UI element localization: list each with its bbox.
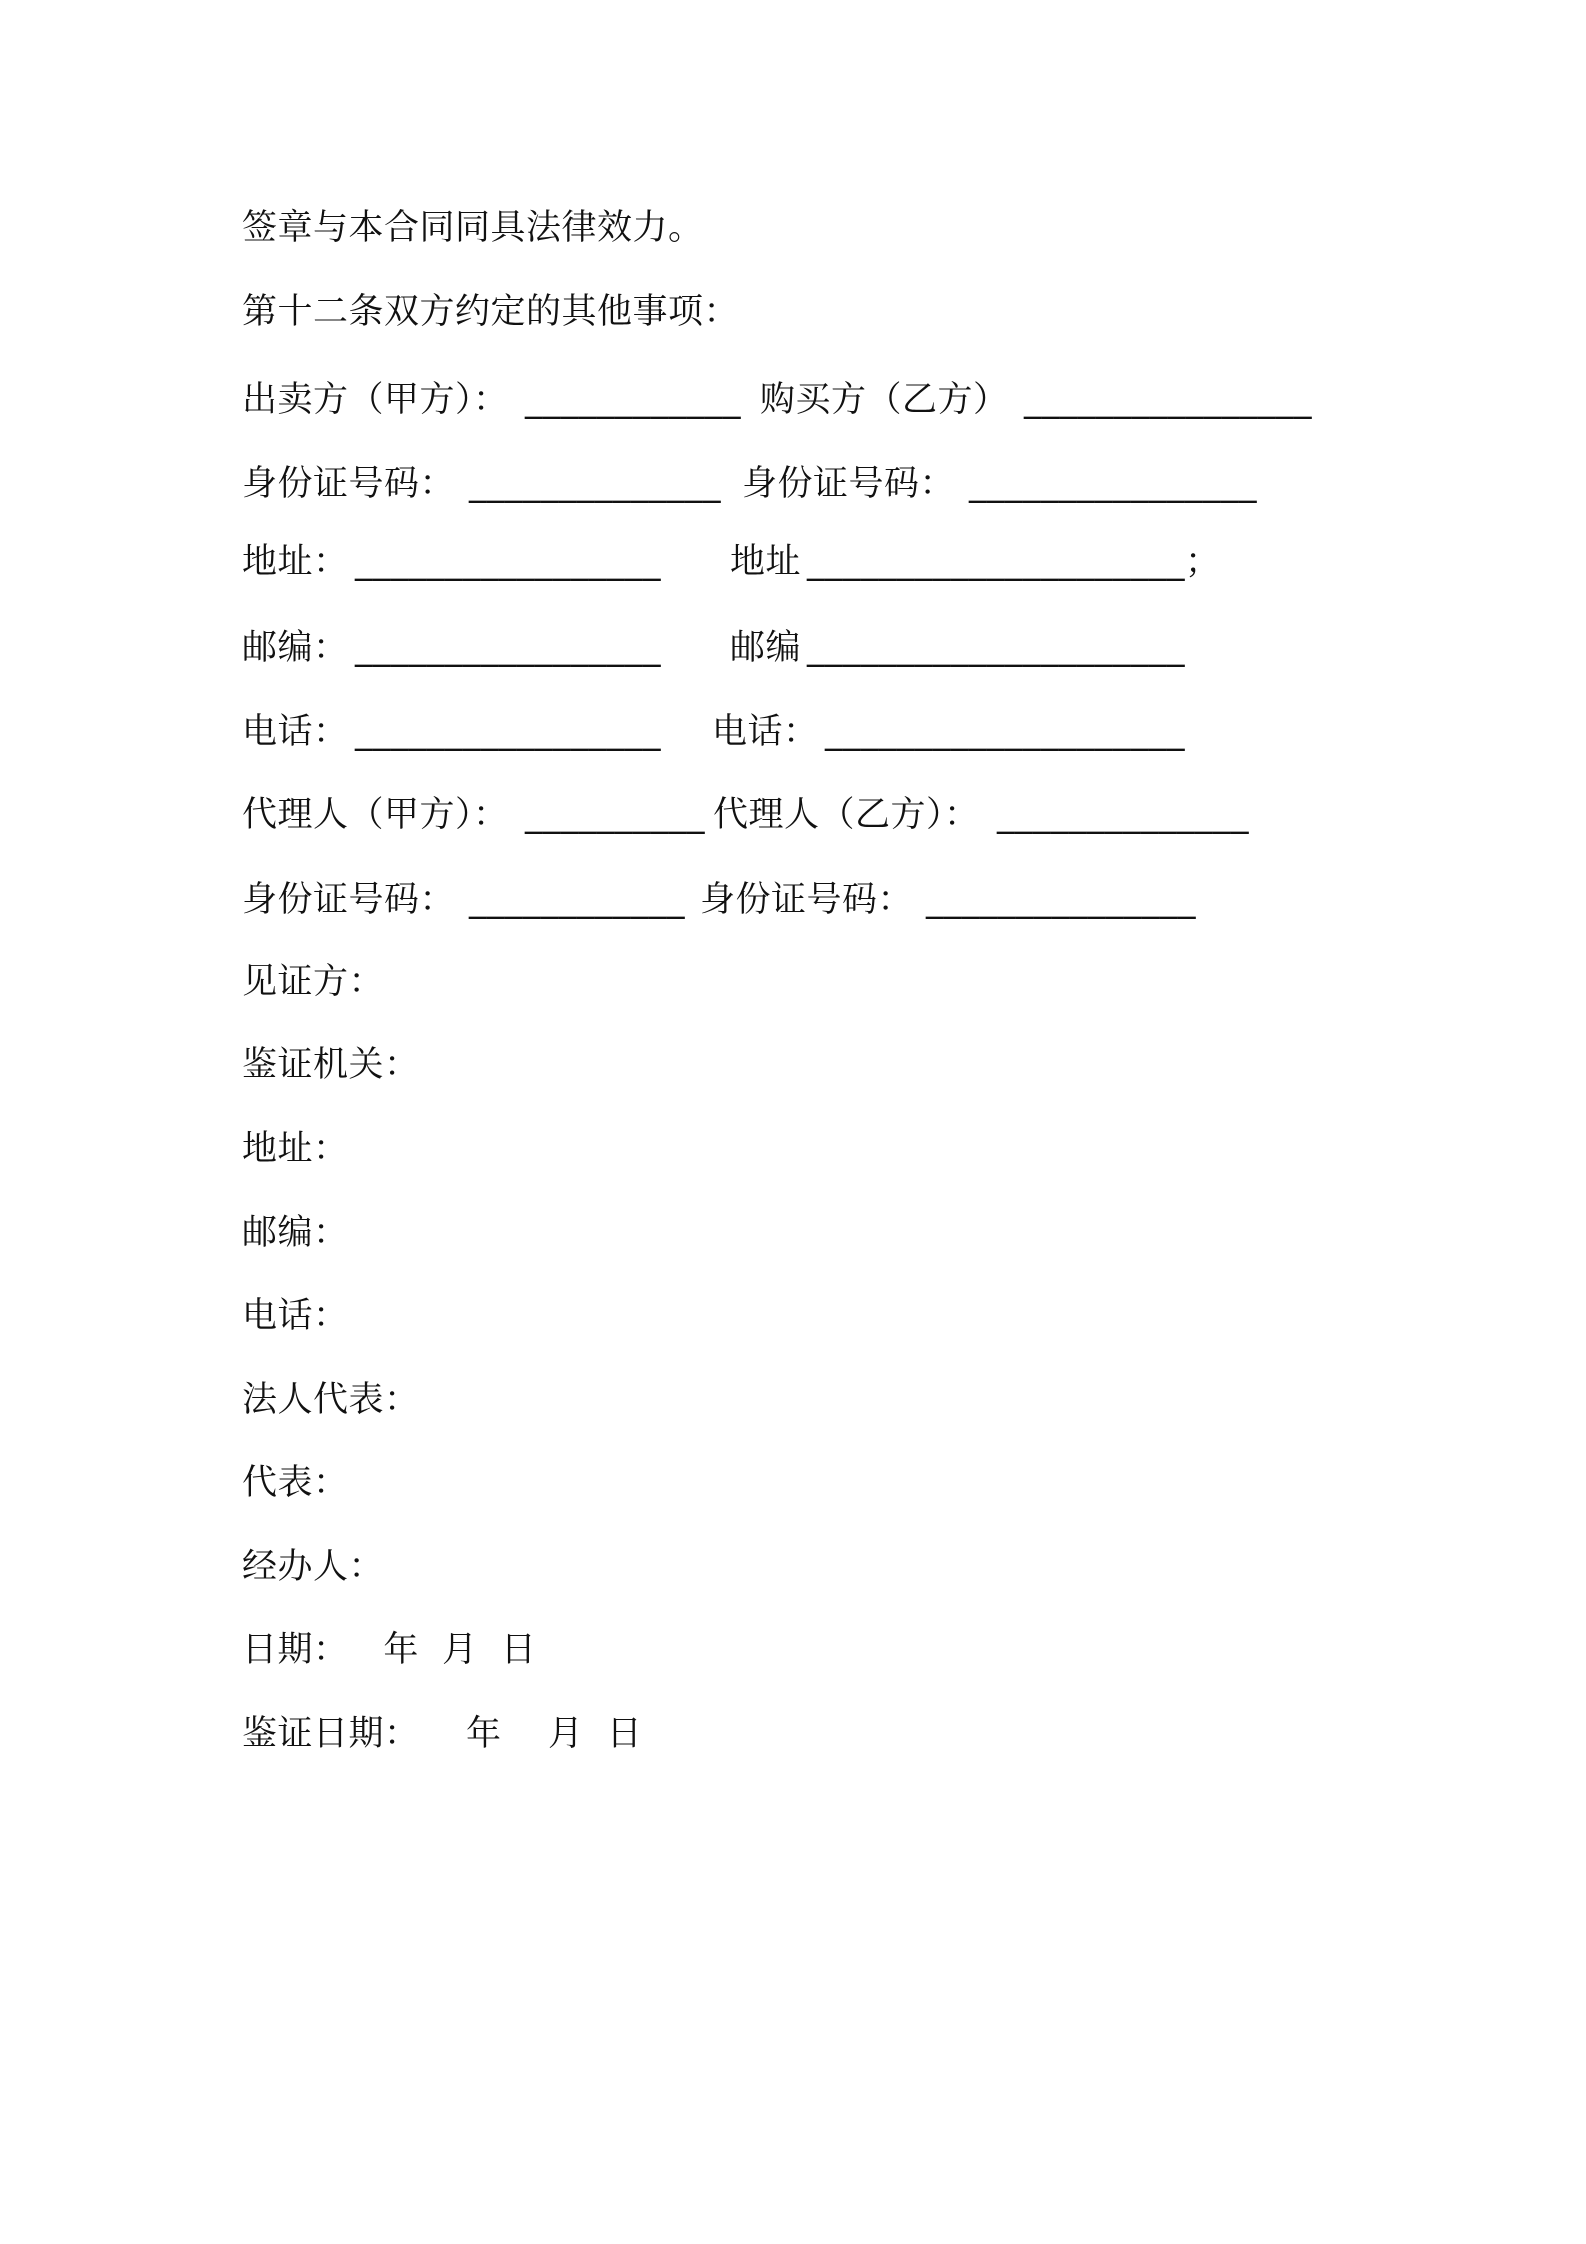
- seller-address-blank: _________________: [355, 542, 661, 582]
- buyer-zip-label: 邮编: [730, 628, 802, 668]
- date-line: 日期： 年 月 日: [242, 1630, 537, 1670]
- seller-agent-label: 代理人（甲方）：: [242, 795, 509, 835]
- seller-agent-blank: __________: [525, 795, 705, 835]
- seller-agent-id-blank: ____________: [469, 880, 685, 920]
- legal-rep-label: 法人代表：: [242, 1380, 420, 1420]
- buyer-agent-id-label: 身份证号码：: [700, 880, 914, 920]
- seller-id-blank: ______________: [469, 464, 721, 504]
- seller-phone-label: 电话：: [242, 712, 349, 752]
- seller-address-label: 地址：: [242, 542, 349, 582]
- seller-zip-label: 邮编：: [242, 628, 349, 668]
- verification-date-line: 鉴证日期： 年 月 日: [242, 1714, 643, 1754]
- buyer-agent-blank: ______________: [997, 795, 1249, 835]
- buyer-agent-label: 代理人（乙方）：: [713, 795, 980, 835]
- seller-phone-blank: _________________: [355, 712, 661, 752]
- seller-id-label: 身份证号码：: [242, 464, 456, 504]
- buyer-id-label: 身份证号码：: [742, 464, 956, 504]
- clause-continuation: 签章与本合同同具法律效力。: [242, 208, 704, 248]
- buyer-phone-label: 电话：: [712, 712, 819, 752]
- buyer-agent-id-blank: _______________: [926, 880, 1196, 920]
- authority-label: 鉴证机关：: [242, 1045, 420, 1085]
- representative-label: 代表：: [242, 1463, 349, 1503]
- buyer-zip-blank: _____________________: [807, 628, 1185, 668]
- seller-label: 出卖方（甲方）：: [242, 380, 509, 420]
- buyer-address-blank: _____________________；: [807, 542, 1221, 582]
- handler-label: 经办人：: [242, 1547, 385, 1587]
- seller-agent-id-label: 身份证号码：: [242, 880, 456, 920]
- buyer-id-blank: ________________: [969, 464, 1257, 504]
- seller-zip-blank: _________________: [355, 628, 661, 668]
- authority-address-label: 地址：: [242, 1129, 349, 1169]
- buyer-blank: ________________: [1024, 380, 1312, 420]
- buyer-phone-blank: ____________________: [825, 712, 1185, 752]
- authority-phone-label: 电话：: [242, 1296, 349, 1336]
- buyer-label: 购买方（乙方）: [760, 380, 1009, 420]
- clause-12-heading: 第十二条双方约定的其他事项：: [242, 292, 740, 332]
- authority-zip-label: 邮编：: [242, 1213, 349, 1253]
- witness-label: 见证方：: [242, 962, 385, 1002]
- seller-blank: ____________: [525, 380, 741, 420]
- buyer-address-label: 地址: [730, 542, 802, 582]
